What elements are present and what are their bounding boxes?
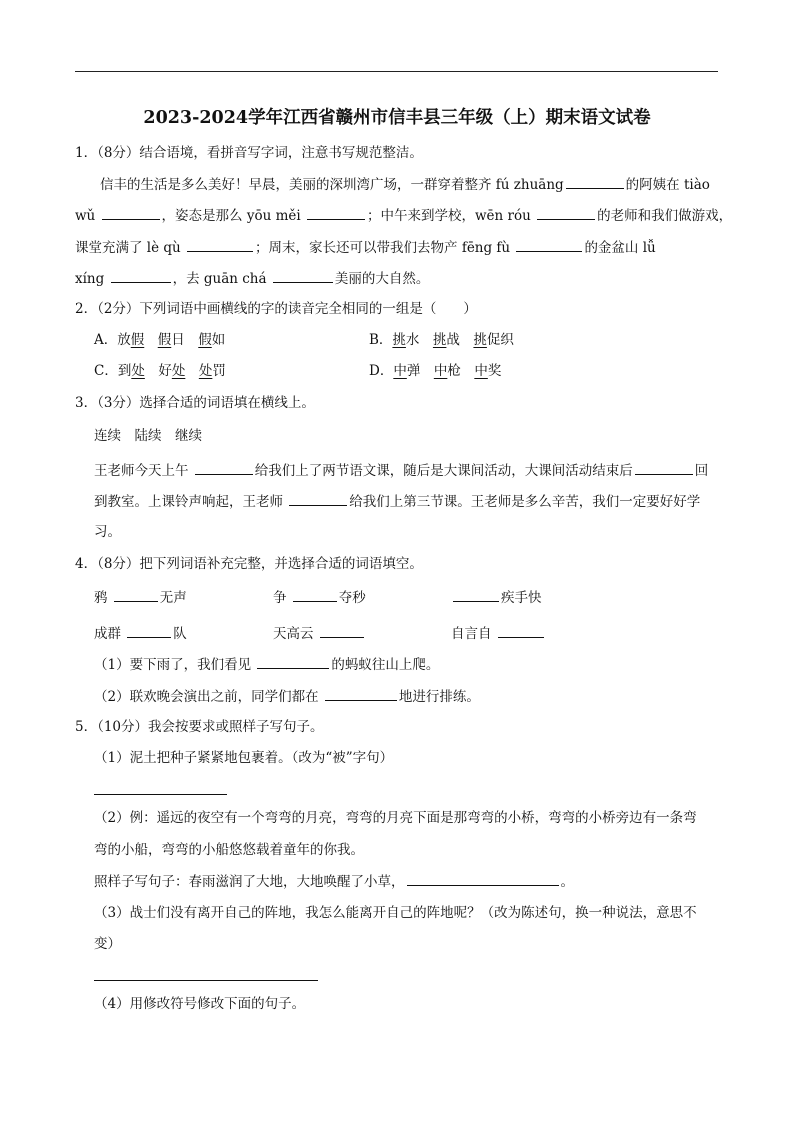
answer-blank[interactable] (407, 871, 559, 886)
answer-blank[interactable] (289, 491, 347, 506)
q1-line2: wǔ ，姿态是那么 yōu měi ；中午来到学校，wēn róu 的老师和我们做游戏， (75, 205, 732, 226)
q4-idiom-3: 疾手快 (451, 587, 542, 608)
answer-blank[interactable] (307, 205, 365, 220)
q5-sentence-3: （3）战士们没有离开自己的阵地，我怎么能离开自己的阵地呢？（改为陈述句，换一种说法，意思不 (94, 905, 697, 921)
q2-option-d[interactable]: D．中弹 中枪 中奖 (369, 363, 502, 379)
answer-blank[interactable] (635, 460, 693, 475)
q5-sentence-4: （4）用修改符号修改下面的句子。 (94, 996, 306, 1012)
q5-sentence-2-task: 照样子写句子：春雨滋润了大地，大地唤醒了小草， 。 (94, 871, 574, 892)
q5-sentence-3-cont: 变） (94, 936, 121, 952)
q4-idiom-6: 自言自 (451, 623, 546, 644)
q5-heading: 5．（10分）我会按要求或照样子写句子。 (75, 719, 324, 735)
q3-line1: 王老师今天上午 给我们上了两节语文课，随后是大课间活动，大课间活动结束后 回 (94, 460, 708, 481)
q4-idiom-2: 争 夺秒 (273, 587, 366, 608)
answer-blank[interactable] (187, 237, 253, 252)
q4-idiom-5: 天高云 (273, 623, 366, 644)
q1-line3: 课堂充满了 lè qù ；周末，家长还可以带我们去物产 fēng fù 的金盆山 lǚ (75, 237, 656, 258)
answer-blank[interactable] (320, 623, 364, 638)
q4-sentence-1: （1）要下雨了，我们看见 的蚂蚁往山上爬。 (94, 654, 439, 675)
answer-blank[interactable] (111, 268, 171, 283)
answer-blank[interactable] (257, 654, 329, 669)
answer-blank[interactable] (537, 205, 595, 220)
q4-sentence-2: （2）联欢晚会演出之前，同学们都在 地进行排练。 (94, 686, 480, 707)
answer-line[interactable] (94, 980, 318, 981)
q4-heading: 4．（8分）把下列词语补充完整，并选择合适的词语填空。 (75, 556, 423, 572)
answer-blank[interactable] (102, 205, 160, 220)
q3-line3: 习。 (94, 524, 121, 540)
answer-blank[interactable] (498, 623, 544, 638)
answer-blank[interactable] (453, 587, 499, 602)
q2-option-b[interactable]: B．挑水 挑战 挑促织 (369, 332, 514, 348)
answer-blank[interactable] (273, 268, 333, 283)
q5-sentence-2-example: （2）例：遥远的夜空有一个弯弯的月亮，弯弯的月亮下面是那弯弯的小桥，弯弯的小桥旁边有一条弯 (94, 810, 697, 826)
page-title: 2023-2024学年江西省赣州市信丰县三年级（上）期末语文试卷 (143, 108, 651, 128)
q2-heading: 2．（2分）下列词语中画横线的字的读音完全相同的一组是（ ） (75, 301, 477, 317)
answer-blank[interactable] (195, 460, 253, 475)
q1-heading: 1．（8分）结合语境，看拼音写字词，注意书写规范整洁。 (75, 145, 423, 161)
answer-blank[interactable] (566, 174, 624, 189)
q1-line1: 信丰的生活是多么美好！早晨，美丽的深圳湾广场，一群穿着整齐 fú zhuāng 的阿姨在 tiào (100, 174, 710, 195)
q2-option-a[interactable]: A．放假 假日 假如 (94, 332, 226, 348)
q5-sentence-1: （1）泥土把种子紧紧地包裹着。（改为“被”字句） (94, 750, 394, 766)
answer-blank[interactable] (516, 237, 582, 252)
q3-line2: 到教室。上课铃声响起，王老师 给我们上第三节课。王老师是多么辛苦，我们一定要好好学 (94, 491, 700, 512)
header-rule (75, 71, 718, 72)
q4-idiom-1: 鸦 无声 (94, 587, 187, 608)
answer-blank[interactable] (127, 623, 171, 638)
q3-word-choices: 连续 陆续 继续 (94, 428, 202, 444)
q1-line4: xíng ，去 guān chá 美丽的大自然。 (75, 268, 429, 289)
answer-blank[interactable] (293, 587, 337, 602)
answer-line[interactable] (94, 794, 227, 795)
q3-heading: 3．（3分）选择合适的词语填在横线上。 (75, 395, 315, 411)
answer-blank[interactable] (114, 587, 158, 602)
answer-blank[interactable] (325, 686, 397, 701)
q4-idiom-4: 成群 队 (94, 623, 187, 644)
q5-sentence-2-example-cont: 弯的小船，弯弯的小船悠悠载着童年的你我。 (94, 842, 364, 858)
q2-option-c[interactable]: C．到处 好处 处罚 (94, 363, 226, 379)
